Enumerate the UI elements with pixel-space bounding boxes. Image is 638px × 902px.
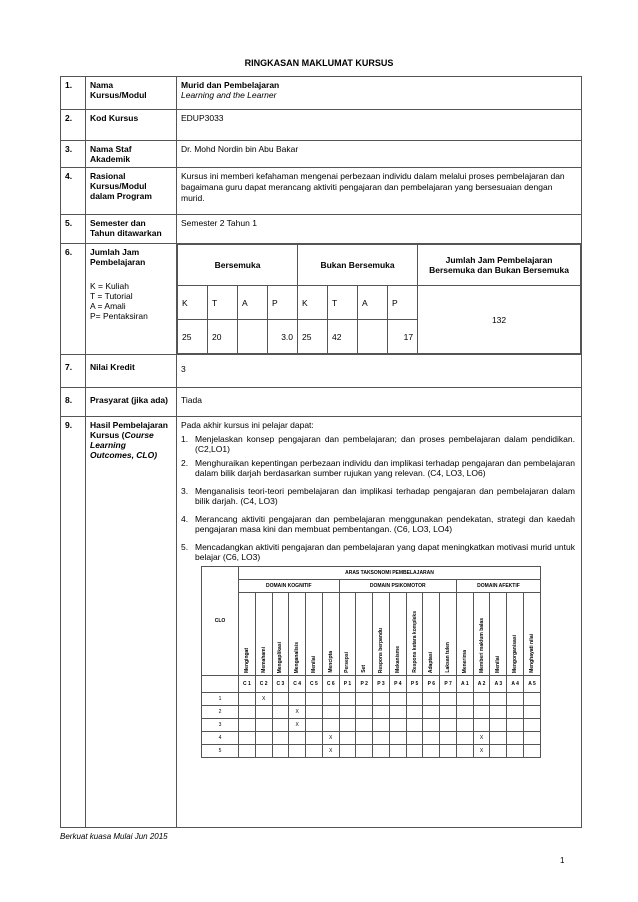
row-number: 4. (61, 168, 86, 215)
row-rationale (61, 168, 582, 215)
mark-cell (373, 706, 390, 719)
hour-cell (238, 320, 268, 354)
mark-cell (406, 719, 423, 732)
row-number: 3. (61, 141, 86, 168)
level-header: Persepsi (339, 593, 356, 676)
level-code: P 3 (373, 676, 390, 693)
mark-cell (356, 719, 373, 732)
clo-row (202, 732, 541, 745)
clo-list (181, 434, 575, 562)
mark-cell (389, 732, 406, 745)
row-learning-hours (61, 244, 582, 355)
mark-cell (440, 719, 457, 732)
row-number: 5. (61, 215, 86, 244)
row-label: Prasyarat (jika ada) (86, 388, 177, 417)
legend-pentaksiran: P= Pentaksiran (90, 311, 148, 321)
mark-cell (490, 732, 507, 745)
mark-cell (339, 693, 356, 706)
row-course-code (61, 110, 582, 141)
mark-cell (456, 706, 473, 719)
level-header: Mengaplikasi (272, 593, 289, 676)
row-label: Kod Kursus (86, 110, 177, 141)
mark-cell (473, 706, 490, 719)
row-label: Hasil Pembelajaran Kursus ( (90, 420, 168, 440)
hour-cell: 3.0 (268, 320, 298, 354)
level-code: P 1 (339, 676, 356, 693)
mark-cell (255, 719, 272, 732)
mark-cell: X (322, 745, 339, 758)
mark-cell (239, 706, 256, 719)
clo-number: 5 (202, 745, 239, 758)
row-label: Jumlah Jam Pembelajaran (90, 247, 146, 267)
mark-cell (440, 706, 457, 719)
level-code: C 4 (289, 676, 306, 693)
clo-row (202, 706, 541, 719)
domain-afektif: DOMAIN AFEKTIF (456, 580, 540, 593)
course-name-malay: Murid dan Pembelajaran (181, 80, 280, 90)
row-course-name (61, 77, 582, 110)
mark-cell (339, 706, 356, 719)
level-code: P 4 (389, 676, 406, 693)
mark-cell (272, 693, 289, 706)
row-number: 6. (61, 244, 86, 355)
page-title: RINGKASAN MAKLUMAT KURSUS (244, 58, 394, 68)
prerequisite-value: Tiada (177, 388, 582, 417)
mark-cell (306, 706, 323, 719)
mark-cell (389, 693, 406, 706)
level-header: Set (356, 593, 373, 676)
code-cell: P (268, 286, 298, 320)
level-code: C 3 (272, 676, 289, 693)
domain-psikomotor: DOMAIN PSIKOMOTOR (339, 580, 456, 593)
mark-cell (356, 732, 373, 745)
level-header: Adaptasi (423, 593, 440, 676)
course-name-english: Learning and the Learner (181, 90, 277, 100)
mark-cell (322, 719, 339, 732)
row-semester (61, 215, 582, 244)
level-header: Mencipta (322, 593, 339, 676)
mark-cell (507, 719, 524, 732)
level-header: Menganalisis (289, 593, 306, 676)
mark-cell (423, 693, 440, 706)
mark-cell (289, 732, 306, 745)
mark-cell (524, 706, 541, 719)
level-code: A 5 (524, 676, 541, 693)
row-academic-staff (61, 141, 582, 168)
row-label: Nilai Kredit (86, 355, 177, 388)
mark-cell (356, 745, 373, 758)
row-number: 7. (61, 355, 86, 388)
mark-cell: X (289, 719, 306, 732)
hour-cell: 20 (208, 320, 238, 354)
mark-cell (255, 706, 272, 719)
mark-cell (255, 732, 272, 745)
level-header: Menilai (306, 593, 323, 676)
mark-cell (473, 693, 490, 706)
course-code: EDUP3033 (177, 110, 582, 141)
row-prerequisite (61, 388, 582, 417)
legend-amali: A = Amali (90, 301, 126, 311)
mark-cell (490, 745, 507, 758)
level-code: A 1 (456, 676, 473, 693)
clo-row (202, 693, 541, 706)
mark-cell (356, 693, 373, 706)
level-header: Memahami (255, 593, 272, 676)
mark-cell (456, 745, 473, 758)
level-code: C 5 (306, 676, 323, 693)
legend-tutorial: T = Tutorial (90, 291, 133, 301)
clo-item: 2. Menghuraikan kepentingan perbezaan individu dan implikasi terhadap pengajaran dan pembelajaran dalam bilik darjah berdasarkan sumber rujukan yang relevan. (C4, LO3, LO6) (181, 458, 575, 478)
course-summary-table (60, 76, 582, 828)
mark-cell (406, 706, 423, 719)
hour-cell: 17 (388, 320, 418, 354)
mark-cell (339, 719, 356, 732)
level-code: A 3 (490, 676, 507, 693)
mark-cell (389, 719, 406, 732)
mark-cell (440, 745, 457, 758)
mark-cell (507, 732, 524, 745)
mark-cell (524, 719, 541, 732)
mark-cell (373, 732, 390, 745)
mark-cell (306, 693, 323, 706)
rationale-text: Kursus ini memberi kefahaman mengenai perbezaan individu dalam melalui proses pembelajaran dan bagaimana guru dapat merancang aktiviti pengajaran dan pembelajaran yang bersesuaian dengan murid. (177, 168, 582, 215)
semester-value: Semester 2 Tahun 1 (177, 215, 582, 244)
row-number: 1. (61, 77, 86, 110)
mark-cell (507, 693, 524, 706)
mark-cell (423, 732, 440, 745)
mark-cell: X (473, 745, 490, 758)
row-label-italic: Course Learning Outcomes, CLO) (90, 430, 158, 460)
mark-cell (322, 706, 339, 719)
mark-cell: X (473, 732, 490, 745)
mark-cell: X (289, 706, 306, 719)
mark-cell (456, 693, 473, 706)
level-header: Menerima (456, 593, 473, 676)
mark-cell (440, 693, 457, 706)
blank-cell (202, 676, 239, 693)
hour-cell: 25 (298, 320, 328, 354)
code-cell: A (358, 286, 388, 320)
level-header: Mengingat (239, 593, 256, 676)
mark-cell (423, 706, 440, 719)
hour-cell: 25 (178, 320, 208, 354)
level-code: P 6 (423, 676, 440, 693)
row-clo (61, 417, 582, 828)
mark-cell (272, 719, 289, 732)
mark-cell (356, 706, 373, 719)
mark-cell (456, 732, 473, 745)
level-code: C 1 (239, 676, 256, 693)
mark-cell (490, 706, 507, 719)
mark-cell (524, 745, 541, 758)
mark-cell (524, 732, 541, 745)
mark-cell (490, 693, 507, 706)
level-header: Menghayati nilai (524, 593, 541, 676)
mark-cell (289, 693, 306, 706)
mark-cell (389, 706, 406, 719)
level-header: Mekanisme (389, 593, 406, 676)
level-code: A 2 (473, 676, 490, 693)
row-number: 2. (61, 110, 86, 141)
mark-cell (406, 693, 423, 706)
mark-cell (272, 706, 289, 719)
mark-cell: X (255, 693, 272, 706)
clo-number: 1 (202, 693, 239, 706)
level-code: C 6 (322, 676, 339, 693)
mark-cell (423, 745, 440, 758)
clo-row (202, 719, 541, 732)
hour-cell (358, 320, 388, 354)
mark-cell (289, 745, 306, 758)
mark-cell (490, 719, 507, 732)
mark-cell (306, 745, 323, 758)
mark-cell (239, 693, 256, 706)
level-code: C 2 (255, 676, 272, 693)
code-cell: K (298, 286, 328, 320)
mark-cell (239, 745, 256, 758)
clo-number: 4 (202, 732, 239, 745)
mark-cell (406, 732, 423, 745)
level-code: P 7 (440, 676, 457, 693)
row-label: Semester dan Tahun ditawarkan (86, 215, 177, 244)
mark-cell (406, 745, 423, 758)
level-header: Menilai (490, 593, 507, 676)
clo-row (202, 745, 541, 758)
taxonomy-table (201, 566, 541, 758)
code-cell: A (238, 286, 268, 320)
level-code: P 5 (406, 676, 423, 693)
mark-cell (272, 732, 289, 745)
staff-name: Dr. Mohd Nordin bin Abu Bakar (177, 141, 582, 168)
hour-cell: 42 (328, 320, 358, 354)
mark-cell: X (322, 732, 339, 745)
mark-cell (473, 719, 490, 732)
row-credit (61, 355, 582, 388)
mark-cell (339, 732, 356, 745)
clo-number: 3 (202, 719, 239, 732)
mark-cell (507, 706, 524, 719)
row-label: Rasional Kursus/Modul dalam Program (86, 168, 177, 215)
mark-cell (239, 732, 256, 745)
header-jumlah: Jumlah Jam Pembelajaran Bersemuka dan Bukan Bersemuka (418, 245, 581, 286)
clo-item: 3. Menganalisis teori-teori pembelajaran dan implikasi terhadap pengajaran dan pembelajaran dalam bilik darjah. (C4, LO3) (181, 486, 575, 506)
hours-table (177, 244, 581, 354)
mark-cell (389, 745, 406, 758)
level-header: Memberi maklum balas (473, 593, 490, 676)
page-number: 1 (560, 856, 565, 865)
clo-number: 2 (202, 706, 239, 719)
level-header: Respons ketara kompleks (406, 593, 423, 676)
credit-value: 3 (177, 355, 582, 388)
clo-item: 5. Mencadangkan aktiviti pengajaran dan pembelajaran yang dapat meningkatkan motivasi murid untuk belajar (C6, LO3) (181, 542, 575, 562)
mark-cell (339, 745, 356, 758)
level-code: A 4 (507, 676, 524, 693)
row-number: 8. (61, 388, 86, 417)
clo-item: 1. Menjelaskan konsep pengajaran dan pembelajaran; dan proses pembelajaran dalam pendidikan. (C2,LO1) (181, 434, 575, 454)
level-header: Mengorganisasi (507, 593, 524, 676)
header-bukan-bersemuka: Bukan Bersemuka (298, 245, 418, 286)
row-label: Nama Staf Akademik (86, 141, 177, 168)
mark-cell (306, 732, 323, 745)
mark-cell (440, 732, 457, 745)
clo-header: CLO (202, 567, 239, 676)
row-number: 9. (61, 417, 86, 828)
mark-cell (524, 693, 541, 706)
legend-kuliah: K = Kuliah (90, 281, 129, 291)
mark-cell (456, 719, 473, 732)
mark-cell (373, 719, 390, 732)
domain-kognitif: DOMAIN KOGNITIF (239, 580, 340, 593)
code-cell: K (178, 286, 208, 320)
mark-cell (322, 693, 339, 706)
mark-cell (306, 719, 323, 732)
code-cell: T (328, 286, 358, 320)
mark-cell (507, 745, 524, 758)
level-header: Laksan tulen (440, 593, 457, 676)
mark-cell (272, 745, 289, 758)
header-bersemuka: Bersemuka (178, 245, 298, 286)
code-cell: P (388, 286, 418, 320)
level-header: Respons berpandu (373, 593, 390, 676)
clo-intro: Pada akhir kursus ini pelajar dapat: (181, 420, 314, 430)
mark-cell (423, 719, 440, 732)
mark-cell (373, 693, 390, 706)
mark-cell (373, 745, 390, 758)
mark-cell (255, 745, 272, 758)
taxonomy-title: ARAS TAKSONOMI PEMBELAJARAN (239, 567, 541, 580)
code-cell: T (208, 286, 238, 320)
clo-item: 4. Merancang aktiviti pengajaran dan pembelajaran menggunakan pendekatan, strategi dan kaedah pengajaran masa kini dan membuat pembentangan. (C6, LO3, LO4) (181, 514, 575, 534)
mark-cell (239, 719, 256, 732)
total-hours: 132 (418, 286, 581, 354)
level-code: P 2 (356, 676, 373, 693)
effective-date-footer: Berkuat kuasa Mulai Jun 2015 (60, 832, 168, 841)
row-label: Nama Kursus/Modul (86, 77, 177, 110)
